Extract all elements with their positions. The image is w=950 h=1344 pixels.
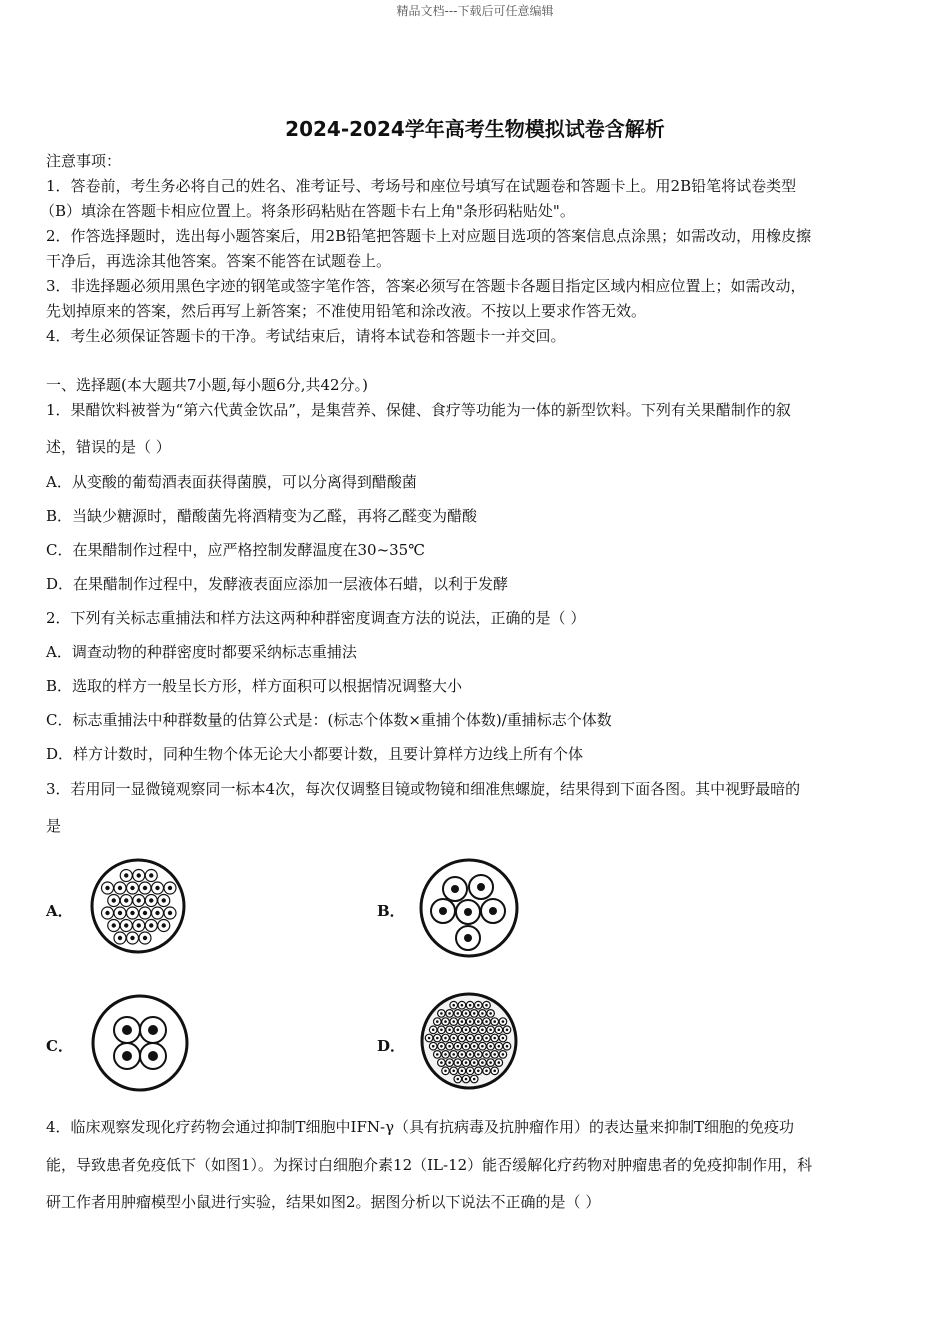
q3-stem: 3．若用同一显微镜观察同一标本4次，每次仅调整目镜或物镜和细准焦螺旋，结果得到下面各图。其中视野最暗的 — [46, 780, 801, 798]
q1-option-d: D．在果醋制作过程中，发酵液表面应添加一层液体石蜡，以利于发酵 — [46, 575, 509, 593]
q3-label-d: D． — [377, 1037, 406, 1055]
microscope-field-d — [418, 990, 520, 1092]
notice-line: 2．作答选择题时，选出每小题答案后，用2B铅笔把答题卡上对应题目选项的答案信息点涂黑；如需改动，用橡皮擦 — [46, 227, 812, 245]
notice-line: 干净后，再选涂其他答案。答案不能答在试题卷上。 — [46, 252, 392, 270]
q1-option-b: B．当缺少糖源时，醋酸菌先将酒精变为乙醛，再将乙醛变为醋酸 — [46, 507, 478, 525]
q2-option-b: B．选取的样方一般呈长方形，样方面积可以根据情况调整大小 — [46, 677, 463, 695]
q2-option-c: C．标志重捕法中种群数量的估算公式是：(标志个体数×重捕个体数)/重捕标志个体数 — [46, 711, 612, 729]
q1-option-c: C．在果醋制作过程中，应严格控制发酵温度在30~35℃ — [46, 541, 426, 559]
notice-line: 1．答卷前，考生务必将自己的姓名、准考证号、考场号和座位号填写在试题卷和答题卡上。用2B铅笔将试卷类型 — [46, 177, 797, 195]
q3-label-a: A． — [46, 902, 73, 920]
q2-option-d: D．样方计数时，同种生物个体无论大小都要计数，且要计算样方边线上所有个体 — [46, 745, 584, 763]
page-title: 2024-2024学年高考生物模拟试卷含解析 — [285, 117, 665, 141]
notice-line: 4．考生必须保证答题卡的干净。考试结束后，请将本试卷和答题卡一并交回。 — [46, 327, 566, 345]
q1-stem-cont: 述，错误的是（ ） — [46, 438, 171, 456]
cell-group — [102, 870, 177, 945]
page-header: 精品文档---下载后可任意编辑 — [396, 4, 554, 18]
q2-stem: 2．下列有关标志重捕法和样方法这两种种群密度调查方法的说法，正确的是（ ） — [46, 609, 586, 627]
notice-line: 3．非选择题必须用黑色字迹的钢笔或签字笔作答，答案必须写在答题卡各题目指定区域内相应位置上；如需改动， — [46, 277, 806, 295]
q1-stem: 1．果醋饮料被誉为“第六代黄金饮品”，是集营养、保健、食疗等功能为一体的新型饮料。下列有关果醋制作的叙 — [46, 401, 791, 419]
notice-line: （B）填涂在答题卡相应位置上。将条形码粘贴在答题卡右上角"条形码粘贴处"。 — [40, 202, 575, 220]
microscope-field-c — [88, 992, 192, 1094]
section-heading: 一、选择题(本大题共7小题,每小题6分,共42分。) — [46, 376, 368, 394]
q3-label-b: B． — [377, 902, 405, 920]
q4-stem: 4．临床观察发现化疗药物会通过抑制T细胞中IFN-γ（具有抗病毒及抗肿瘤作用）的表达量来抑制T细胞的免疫功 — [46, 1118, 795, 1136]
q2-option-a: A．调查动物的种群密度时都要采纳标志重捕法 — [46, 643, 357, 661]
q4-stem-cont: 研工作者用肿瘤模型小鼠进行实验，结果如图2。据图分析以下说法不正确的是（ ） — [46, 1193, 601, 1211]
microscope-field-a — [88, 856, 188, 956]
q4-stem-cont: 能，导致患者免疫低下（如图1）。为探讨白细胞介素12（IL-12）能否缓解化疗药物对肿瘤患者的免疫抑制作用，科 — [46, 1156, 813, 1174]
q3-label-c: C． — [46, 1037, 73, 1055]
notice-heading: 注意事项： — [46, 152, 122, 170]
q1-option-a: A．从变酸的葡萄酒表面获得菌膜，可以分离得到醋酸菌 — [46, 473, 417, 491]
q3-stem-cont: 是 — [46, 817, 62, 835]
notice-line: 先划掉原来的答案，然后再写上新答案；不准使用铅笔和涂改液。不按以上要求作答无效。 — [46, 302, 647, 320]
microscope-field-b — [416, 856, 522, 960]
